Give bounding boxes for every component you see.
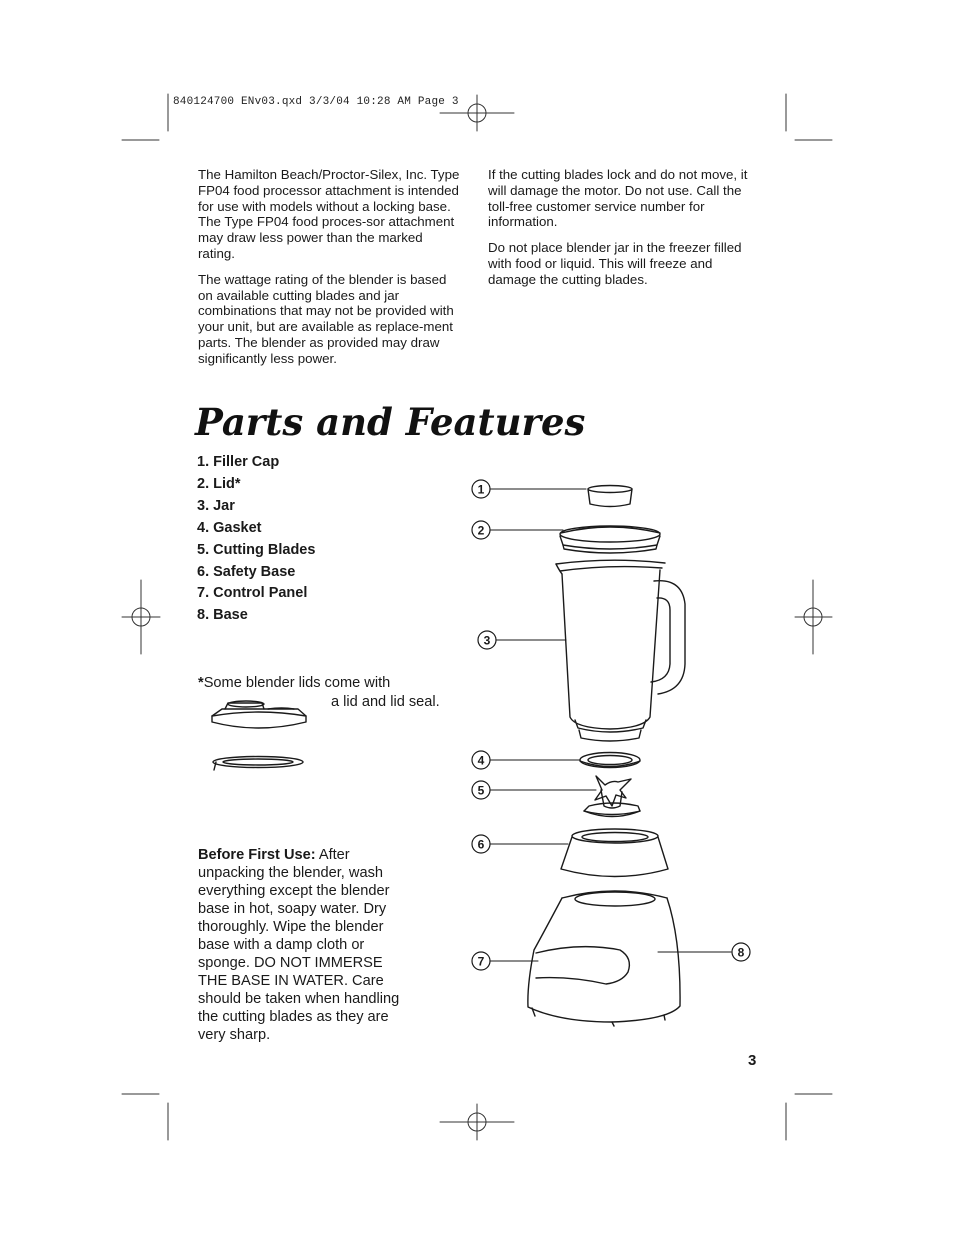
list-item: 7. Control Panel (197, 585, 308, 602)
filler-cap-illustration (588, 486, 632, 507)
safety-base-illustration (561, 829, 668, 877)
asterisk: * (198, 675, 204, 691)
callout-label-8: 8 (737, 945, 745, 960)
callout-labels (478, 483, 745, 969)
callout-label-5: 5 (477, 783, 485, 798)
callout-label-4: 4 (477, 753, 485, 768)
callout-label-3: 3 (483, 633, 491, 648)
gasket-illustration (580, 753, 640, 768)
intro-paragraph: The Hamilton Beach/Proctor-Silex, Inc. Type FP04 food processor attachment is intended for use with models without a locking base. The Type FP04 food proces-sor attachment may draw less power than the marked rating. (198, 167, 460, 261)
callout-label-1: 1 (477, 482, 485, 497)
intro-paragraph: If the cutting blades lock and do not move, it will damage the motor. Do not use. Call the toll-free customer service number for information. (488, 167, 748, 230)
jar-illustration (556, 560, 685, 741)
before-first-use-heading: Before First Use: (198, 847, 316, 863)
lid-note-line2: a lid and lid seal. (331, 694, 440, 710)
before-first-use-body: After unpacking the blender, wash everything except the blender base in hot, soapy water. Dry thoroughly. Wipe the blender base with a damp cloth or sponge. DO NOT IMMERSE THE BASE IN WATER. Care should be taken when handling the cutting blades as they are very sharp. (198, 847, 400, 1043)
lid-illustration (560, 526, 660, 553)
base-illustration (528, 891, 680, 1026)
callout-label-7: 7 (477, 954, 485, 969)
registration-mark-top (440, 95, 514, 131)
registration-mark-left (122, 580, 160, 654)
lid-note-line1: Some blender lids come with (203, 675, 391, 691)
callout-label-6: 6 (477, 837, 485, 852)
list-item: 2. Lid* (197, 475, 241, 492)
crop-marks (122, 94, 832, 1140)
list-item: 3. Jar (197, 497, 235, 514)
list-item: 8. Base (197, 607, 248, 624)
section-title: Parts and Features (195, 400, 586, 444)
print-slug: 840124700 ENv03.qxd 3/3/04 10:28 AM Page 3 (173, 96, 459, 108)
cutting-blades-illustration (584, 776, 640, 817)
lid-with-seal-illustration (212, 701, 306, 770)
intro-paragraph: The wattage rating of the blender is based on available cutting blades and jar combinations that may not be provided with your unit, but are available as replace-ment parts. The blender as provided may draw significantly less power. (198, 271, 454, 366)
list-item: 5. Cutting Blades (197, 541, 316, 558)
list-item: 6. Safety Base (197, 563, 296, 580)
list-item: 1. Filler Cap (197, 454, 280, 470)
callout-label-2: 2 (477, 523, 485, 538)
registration-marks (122, 95, 832, 1140)
intro-paragraph: Do not place blender jar in the freezer filled with food or liquid. This will freeze and damage the cutting blades. (488, 240, 742, 287)
registration-mark-bottom (440, 1104, 514, 1140)
list-item: 4. Gasket (197, 519, 262, 536)
registration-mark-right (795, 580, 832, 654)
page-number: 3 (748, 1052, 757, 1069)
